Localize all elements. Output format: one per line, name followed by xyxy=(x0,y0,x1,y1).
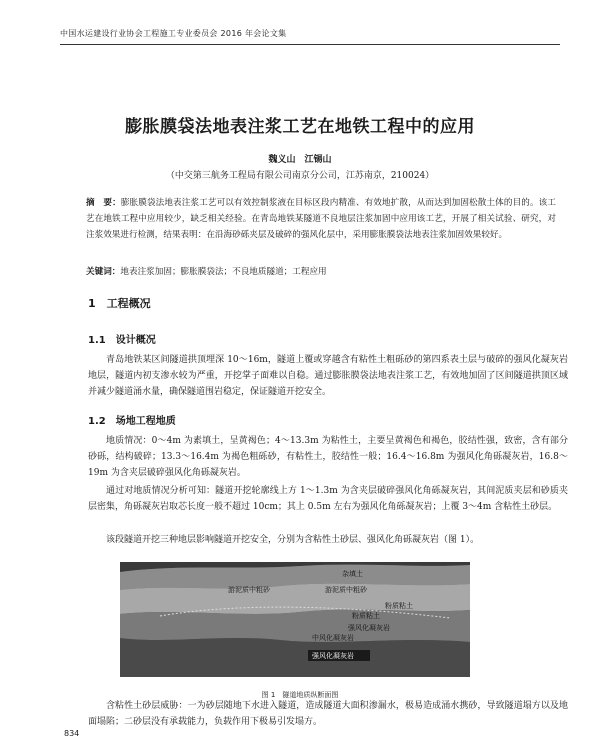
section-1-1-heading: 1.1 设计概况 xyxy=(88,335,156,346)
keywords-label: 关键词： xyxy=(86,267,121,277)
keywords xyxy=(86,265,556,277)
abstract-text: 膨胀膜袋法地表注浆工艺可以有效控制浆液在目标区段内精准、有效地扩散，从而达到加固松散土体的目的。该工艺在地铁工程中应用较少，缺乏相关经验。在青岛地铁某隧道不良地层注浆加固中应用该工艺，开展了相关试验、研究，对注浆效果进行检测，结果表明：在沿海砂砾夹层及破碎的强风化层中，采用膨胀膜袋法地表注浆加固效果较好。 xyxy=(86,198,556,240)
silty-clay-layer xyxy=(120,584,470,614)
label-fill: 杂填土 xyxy=(342,570,363,578)
abstract-label: 摘 要： xyxy=(86,198,121,208)
paper-title: 膨胀膜袋法地表注浆工艺在地铁工程中的应用 xyxy=(125,117,475,137)
section-1-2-paragraph-2: 通过对地质情况分析可知：隧道开挖轮廓线上方 1～1.3m 为含夹层破碎强风化角砾凝灰岩，其间泥质夹层和砂质夹层密集，角砾凝灰岩取芯长度一般不超过 10cm；其上 0.5m 左右为强风化角砾凝灰岩；上覆 3～4m 含粘性土砂层。 xyxy=(88,486,568,512)
authors: 魏义山 江锡山 xyxy=(268,155,332,165)
section-1-2-paragraph-1: 地质情况：0～4m 为素填土，呈黄褐色；4～13.3m 为粘性土，主要呈黄褐色和褐色，胶结性强，致密，含有部分砂砾，结构破碎；13.3～16.4m 为褐色粗砾砂，有粘性土，胶结性一般；16.4～16.8m 为强风化角砾凝灰岩，16.8～19m 为含夹层破碎强风化角砾凝灰岩。 xyxy=(88,436,568,478)
header-rule xyxy=(60,44,560,45)
label-weathered-right: 强风化凝灰岩 xyxy=(348,624,390,632)
label-silty: 粉质粘土 xyxy=(385,602,413,610)
figure-caption: 图 1 隧道地质纵断面图 xyxy=(261,691,339,699)
label-coarse-right: 游泥质中粗砂 xyxy=(325,586,367,594)
section-1-1-paragraph: 青岛地铁某区间隧道拱顶埋深 10～16m，隧道上覆或穿越含有粘性土粗砾砂的第四系表土层与破碎的强风化凝灰岩地层，隧道内初支渗水较为严重，开挖掌子面难以自稳。通过膨胀膜袋法地表注浆工艺，有效地加固了区间隧道拱顶区域并减少隧道涌水量，确保隧道围岩稳定，保证隧道开挖安全。 xyxy=(88,355,568,397)
keywords-text: 地表注浆加固；膨胀膜袋法；不良地质隧道；工程应用 xyxy=(120,267,327,277)
strongly-weathered-tuff-layer xyxy=(120,638,470,677)
label-silty-2: 粉质粘土 xyxy=(352,612,380,620)
section-1-2-heading: 1.2 场地工程地质 xyxy=(88,416,176,427)
label-weathered-mid: 中风化凝灰岩 xyxy=(312,634,354,642)
section-1-2-paragraph-3: 该段隧道开挖三种地层影响隧道开挖安全，分别为含粘性土砂层、强风化角砾凝灰岩（图 1）。 xyxy=(106,535,480,545)
section-1-heading: 1 工程概况 xyxy=(88,297,151,310)
label-weathered-bottom: 强风化凝灰岩 xyxy=(312,652,354,660)
affiliation: （中交第三航务工程局有限公司南京分公司，江苏南京，210024） xyxy=(165,171,435,181)
moderately-weathered-tuff-layer xyxy=(120,610,470,642)
running-header: 中国水运建设行业协会工程施工专业委员会 2016 年会论文集 xyxy=(60,29,287,38)
abstract xyxy=(86,195,556,243)
label-coarse-left: 游泥质中粗砂 xyxy=(228,586,270,594)
page-number: 834 xyxy=(64,729,80,738)
geological-section-figure xyxy=(120,562,470,677)
closing-paragraph: 含粘性土砂层威胁：一为砂层随地下水进入隧道，造成隧道大面积渗漏水，极易造成涌水携砂，导致隧道塌方以及地面塌陷；二砂层没有承载能力，负载作用下极易引发塌方。 xyxy=(88,701,568,727)
